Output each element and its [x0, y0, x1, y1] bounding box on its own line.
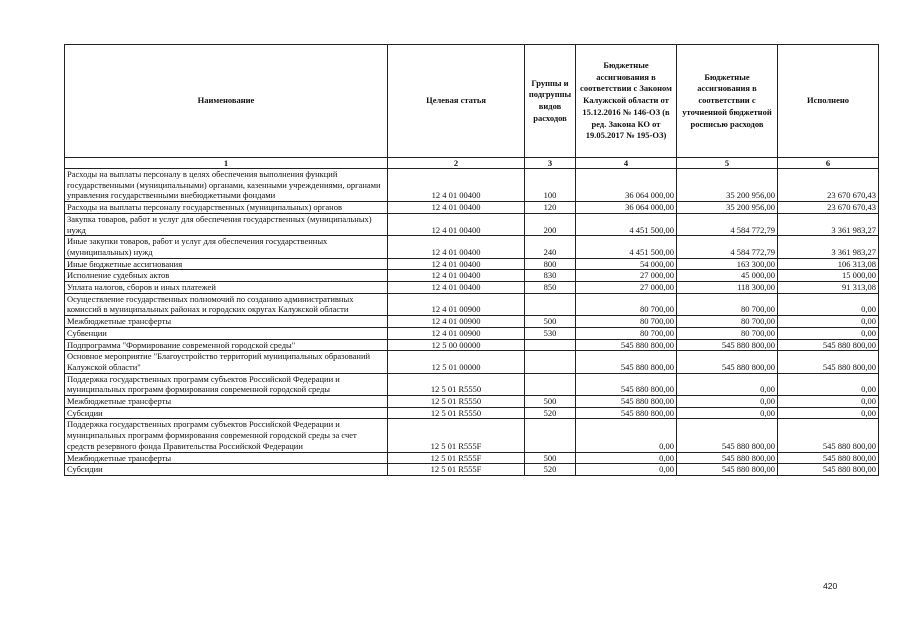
table-row — [65, 452, 879, 464]
row-refined-allocation-cell: 80 700,00 — [677, 293, 778, 315]
row-name-cell: Осуществление государственных полномочий по созданию административных комиссий в муниципальных районах и городских округах Калужской области — [65, 293, 388, 315]
row-expense-group-cell: 100 — [525, 169, 576, 202]
row-law-allocation-cell: 80 700,00 — [576, 316, 677, 328]
row-executed-cell: 545 880 800,00 — [778, 339, 879, 351]
table-row — [65, 282, 879, 294]
row-executed-cell: 545 880 800,00 — [778, 419, 879, 452]
row-law-allocation-cell: 4 451 500,00 — [576, 236, 677, 258]
row-name-cell: Уплата налогов, сборов и иных платежей — [65, 282, 388, 294]
column-numbers-row — [65, 158, 879, 169]
row-target-article-cell: 12 5 01 R555F — [388, 464, 525, 476]
row-name-cell: Субсидии — [65, 407, 388, 419]
table-row — [65, 270, 879, 282]
row-expense-group-cell: 520 — [525, 464, 576, 476]
table-row — [65, 407, 879, 419]
row-target-article-cell: 12 4 01 00400 — [388, 282, 525, 294]
row-target-article-cell: 12 4 01 00400 — [388, 270, 525, 282]
row-expense-group-cell: 800 — [525, 258, 576, 270]
table-row — [65, 258, 879, 270]
row-refined-allocation-cell: 545 880 800,00 — [677, 351, 778, 373]
header-target-article: Целевая статья — [388, 45, 525, 158]
row-target-article-cell: 12 4 01 00400 — [388, 213, 525, 235]
row-name-cell: Субвенции — [65, 327, 388, 339]
row-name-cell: Межбюджетные трансферты — [65, 316, 388, 328]
row-expense-group-cell — [525, 419, 576, 452]
row-law-allocation-cell: 54 000,00 — [576, 258, 677, 270]
row-target-article-cell: 12 5 01 R555F — [388, 452, 525, 464]
row-name-cell: Межбюджетные трансферты — [65, 396, 388, 408]
row-law-allocation-cell: 545 880 800,00 — [576, 339, 677, 351]
row-executed-cell: 0,00 — [778, 327, 879, 339]
row-expense-group-cell: 500 — [525, 316, 576, 328]
row-law-allocation-cell: 27 000,00 — [576, 282, 677, 294]
row-expense-group-cell: 830 — [525, 270, 576, 282]
row-law-allocation-cell: 36 064 000,00 — [576, 202, 677, 214]
row-executed-cell: 3 361 983,27 — [778, 236, 879, 258]
row-target-article-cell: 12 5 00 00000 — [388, 339, 525, 351]
row-target-article-cell: 12 4 01 00900 — [388, 316, 525, 328]
row-refined-allocation-cell: 4 584 772,79 — [677, 236, 778, 258]
row-refined-allocation-cell: 0,00 — [677, 373, 778, 395]
row-expense-group-cell: 240 — [525, 236, 576, 258]
row-refined-allocation-cell: 118 300,00 — [677, 282, 778, 294]
row-target-article-cell: 12 4 01 00400 — [388, 258, 525, 270]
row-expense-group-cell — [525, 373, 576, 395]
row-name-cell: Поддержка государственных программ субъектов Российской Федерации и муниципальных программ формирования современной городской среды за счет средств резервного фонда Правительства Российской Федерации — [65, 419, 388, 452]
row-law-allocation-cell: 545 880 800,00 — [576, 351, 677, 373]
budget-table — [64, 44, 879, 476]
table-body — [65, 169, 879, 476]
row-target-article-cell: 12 5 01 R5550 — [388, 373, 525, 395]
column-number: 4 — [576, 158, 677, 169]
row-law-allocation-cell: 27 000,00 — [576, 270, 677, 282]
row-expense-group-cell: 500 — [525, 396, 576, 408]
row-refined-allocation-cell: 35 200 956,00 — [677, 169, 778, 202]
row-expense-group-cell — [525, 293, 576, 315]
header-law-allocations: Бюджетные ассигнования в соответствии с Законом Калужской области от 15.12.2016 № 146-ОЗ (в ред. Закона КО от 19.05.2017 № 195-ОЗ) — [576, 45, 677, 158]
row-refined-allocation-cell: 163 300,00 — [677, 258, 778, 270]
row-name-cell: Поддержка государственных программ субъектов Российской Федерации и муниципальных программ формирования современной городской среды — [65, 373, 388, 395]
table-row — [65, 213, 879, 235]
row-executed-cell: 545 880 800,00 — [778, 351, 879, 373]
row-refined-allocation-cell: 545 880 800,00 — [677, 452, 778, 464]
row-refined-allocation-cell: 45 000,00 — [677, 270, 778, 282]
row-refined-allocation-cell: 545 880 800,00 — [677, 339, 778, 351]
row-law-allocation-cell: 545 880 800,00 — [576, 396, 677, 408]
row-target-article-cell: 12 5 01 R5550 — [388, 396, 525, 408]
table-row — [65, 464, 879, 476]
table-row — [65, 293, 879, 315]
row-executed-cell: 91 313,08 — [778, 282, 879, 294]
row-name-cell: Межбюджетные трансферты — [65, 452, 388, 464]
table-row — [65, 351, 879, 373]
row-executed-cell: 0,00 — [778, 396, 879, 408]
header-refined-allocations: Бюджетные ассигнования в соответствии с уточненной бюджетной росписью расходов — [677, 45, 778, 158]
row-expense-group-cell: 520 — [525, 407, 576, 419]
table-row — [65, 327, 879, 339]
table-row — [65, 373, 879, 395]
row-expense-group-cell: 120 — [525, 202, 576, 214]
row-name-cell: Иные закупки товаров, работ и услуг для обеспечения государственных (муниципальных) нужд — [65, 236, 388, 258]
row-target-article-cell: 12 4 01 00900 — [388, 327, 525, 339]
row-law-allocation-cell: 80 700,00 — [576, 327, 677, 339]
row-expense-group-cell — [525, 351, 576, 373]
row-law-allocation-cell: 0,00 — [576, 452, 677, 464]
row-executed-cell: 545 880 800,00 — [778, 452, 879, 464]
row-expense-group-cell: 500 — [525, 452, 576, 464]
row-name-cell: Закупка товаров, работ и услуг для обеспечения государственных (муниципальных) нужд — [65, 213, 388, 235]
row-name-cell: Исполнение судебных актов — [65, 270, 388, 282]
row-refined-allocation-cell: 4 584 772,79 — [677, 213, 778, 235]
row-target-article-cell: 12 5 01 R5550 — [388, 407, 525, 419]
column-number: 5 — [677, 158, 778, 169]
column-number: 1 — [65, 158, 388, 169]
row-law-allocation-cell: 80 700,00 — [576, 293, 677, 315]
table-row — [65, 339, 879, 351]
row-executed-cell: 23 670 670,43 — [778, 169, 879, 202]
row-refined-allocation-cell: 80 700,00 — [677, 316, 778, 328]
row-target-article-cell: 12 4 01 00900 — [388, 293, 525, 315]
row-expense-group-cell: 530 — [525, 327, 576, 339]
row-name-cell: Подпрограмма "Формирование современной городской среды" — [65, 339, 388, 351]
row-executed-cell: 3 361 983,27 — [778, 213, 879, 235]
row-executed-cell: 0,00 — [778, 293, 879, 315]
row-refined-allocation-cell: 0,00 — [677, 396, 778, 408]
header-expense-groups: Группы и подгруппы видов расходов — [525, 45, 576, 158]
page-number: 420 — [823, 581, 838, 591]
row-law-allocation-cell: 545 880 800,00 — [576, 407, 677, 419]
row-executed-cell: 0,00 — [778, 316, 879, 328]
table-row — [65, 419, 879, 452]
row-executed-cell: 0,00 — [778, 407, 879, 419]
row-refined-allocation-cell: 545 880 800,00 — [677, 419, 778, 452]
row-refined-allocation-cell: 545 880 800,00 — [677, 464, 778, 476]
row-target-article-cell: 12 5 01 00000 — [388, 351, 525, 373]
table-row — [65, 169, 879, 202]
table-row — [65, 236, 879, 258]
row-law-allocation-cell: 545 880 800,00 — [576, 373, 677, 395]
header-name: Наименование — [65, 45, 388, 158]
column-number: 2 — [388, 158, 525, 169]
row-name-cell: Расходы на выплаты персоналу в целях обеспечения выполнения функций государственными (муниципальными) органами, казенными учреждениями, органами управления государственными внебюджетными фондами — [65, 169, 388, 202]
row-name-cell: Основное мероприятие "Благоустройство территорий муниципальных образований Калужской области" — [65, 351, 388, 373]
row-target-article-cell: 12 5 01 R555F — [388, 419, 525, 452]
row-executed-cell: 545 880 800,00 — [778, 464, 879, 476]
column-number: 3 — [525, 158, 576, 169]
row-executed-cell: 23 670 670,43 — [778, 202, 879, 214]
row-expense-group-cell — [525, 339, 576, 351]
row-target-article-cell: 12 4 01 00400 — [388, 169, 525, 202]
row-expense-group-cell: 850 — [525, 282, 576, 294]
row-executed-cell: 0,00 — [778, 373, 879, 395]
header-executed: Исполнено — [778, 45, 879, 158]
column-number: 6 — [778, 158, 879, 169]
row-refined-allocation-cell: 80 700,00 — [677, 327, 778, 339]
row-executed-cell: 106 313,08 — [778, 258, 879, 270]
row-expense-group-cell: 200 — [525, 213, 576, 235]
row-name-cell: Расходы на выплаты персоналу государственных (муниципальных) органов — [65, 202, 388, 214]
row-name-cell: Иные бюджетные ассигнования — [65, 258, 388, 270]
row-law-allocation-cell: 4 451 500,00 — [576, 213, 677, 235]
row-refined-allocation-cell: 0,00 — [677, 407, 778, 419]
row-target-article-cell: 12 4 01 00400 — [388, 202, 525, 214]
header-row — [65, 45, 879, 158]
row-law-allocation-cell: 0,00 — [576, 419, 677, 452]
row-law-allocation-cell: 36 064 000,00 — [576, 169, 677, 202]
row-executed-cell: 15 000,00 — [778, 270, 879, 282]
table-row — [65, 202, 879, 214]
row-name-cell: Субсидии — [65, 464, 388, 476]
table-row — [65, 316, 879, 328]
row-law-allocation-cell: 0,00 — [576, 464, 677, 476]
row-refined-allocation-cell: 35 200 956,00 — [677, 202, 778, 214]
row-target-article-cell: 12 4 01 00400 — [388, 236, 525, 258]
table-row — [65, 396, 879, 408]
